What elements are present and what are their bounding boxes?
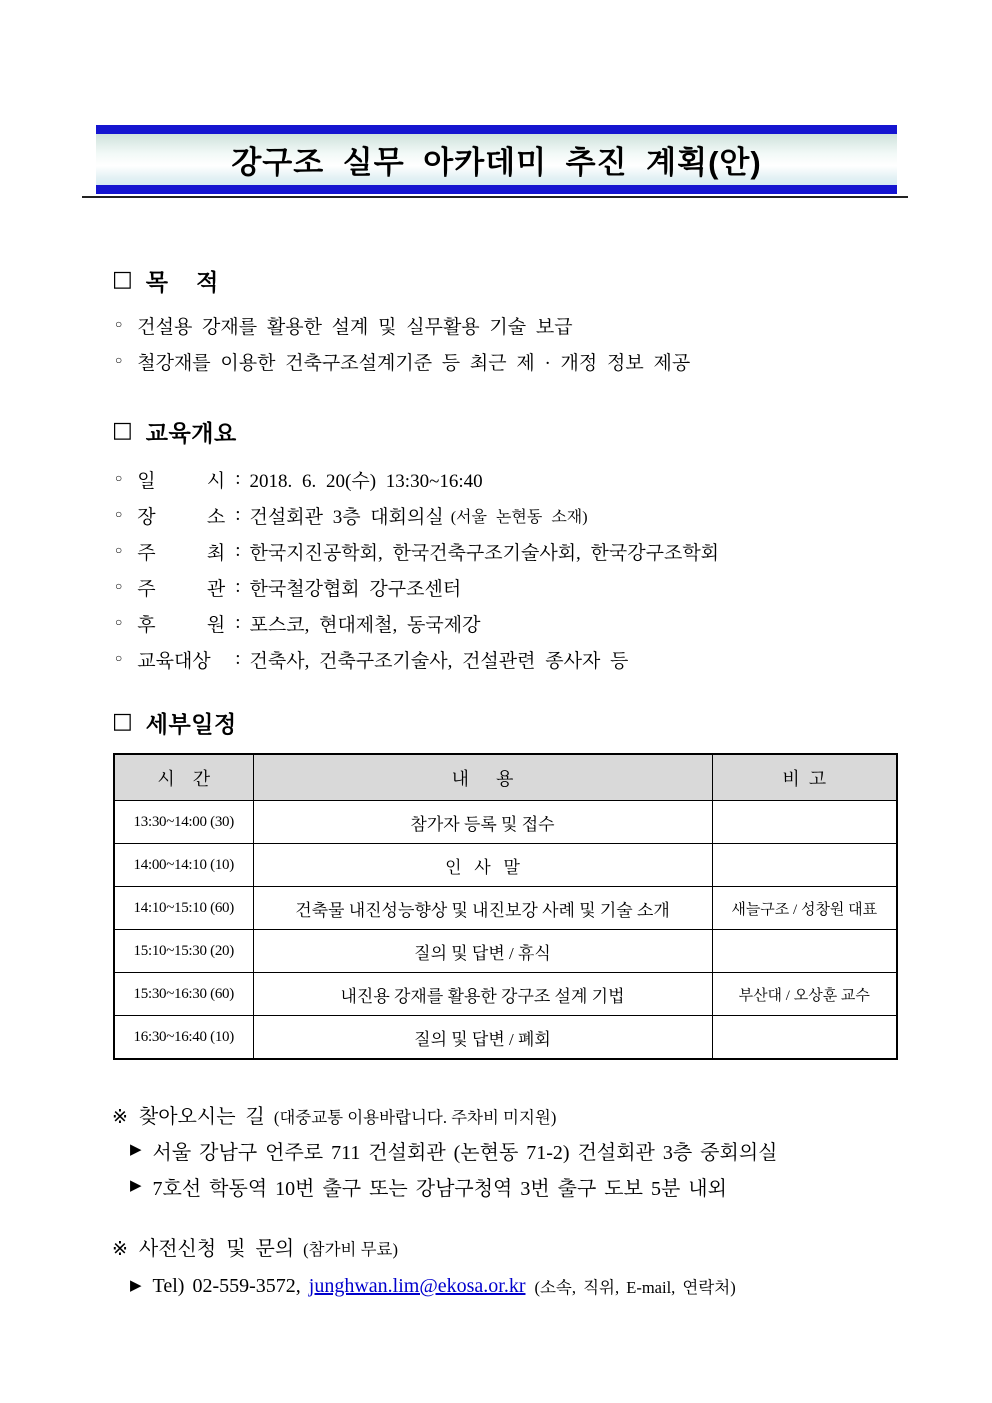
time-cell: 14:00~14:10 (10)	[114, 844, 253, 887]
direction-item-text: 7호선 학동역 10번 출구 또는 강남구청역 3번 출구 도보 5분 내외	[152, 1178, 727, 1200]
overview-item-label: 일 시	[137, 470, 226, 492]
label-colon: :	[235, 648, 241, 669]
remark-cell: 새늘구조 / 성창원 대표	[712, 887, 897, 930]
overview-item-value: 건설회관 3층 대회의실	[249, 506, 444, 528]
overview-item-value: 포스코, 현대제철, 동국제강	[249, 614, 481, 636]
banner-underline	[82, 196, 908, 198]
overview-item	[115, 569, 719, 605]
time-cell: 14:10~15:10 (60)	[114, 887, 253, 930]
square-marker-icon: □	[112, 417, 133, 443]
time-cell: 16:30~16:40 (10)	[114, 1016, 253, 1060]
email-link[interactable]: junghwan.lim@ekosa.or.kr	[308, 1274, 526, 1297]
square-marker-icon: □	[112, 708, 133, 734]
purpose-item	[115, 343, 690, 379]
time-cell: 15:10~15:30 (20)	[114, 930, 253, 973]
contact-line	[130, 1274, 736, 1298]
note-registration-title: 사전신청 및 문의	[138, 1238, 295, 1260]
note-directions-title: 찾아오시는 길	[138, 1106, 265, 1128]
note-directions	[112, 1100, 556, 1129]
banner-top-bar	[96, 125, 897, 134]
label-colon: :	[235, 576, 241, 597]
section-header-schedule	[112, 706, 237, 739]
table-row	[114, 844, 897, 887]
arrow-bullet-icon: ▶	[130, 1178, 142, 1194]
overview-item	[115, 605, 719, 641]
circle-bullet-icon: ○	[115, 506, 123, 521]
content-cell: 내진용 강재를 활용한 강구조 설계 기법	[253, 973, 712, 1016]
direction-item	[130, 1136, 777, 1165]
overview-item-label: 주 관	[137, 578, 226, 600]
section-header-purpose	[112, 264, 219, 297]
tel-text: Tel) 02-559-3572,	[152, 1274, 301, 1297]
section-title-purpose: 목 적	[145, 269, 219, 295]
table-row	[114, 801, 897, 844]
content-cell: 참가자 등록 및 접수	[253, 801, 712, 844]
overview-item	[115, 533, 719, 569]
arrow-bullet-icon: ▶	[130, 1277, 142, 1294]
banner-bottom-bar	[96, 185, 897, 194]
note-registration	[112, 1232, 398, 1261]
purpose-item	[115, 307, 690, 343]
table-row	[114, 887, 897, 930]
schedule-header-row	[114, 754, 897, 801]
table-row	[114, 930, 897, 973]
content-cell: 질의 및 답변 / 휴식	[253, 930, 712, 973]
label-colon: :	[235, 504, 241, 525]
overview-item-value-note: (서울 논현동 소재)	[450, 508, 588, 526]
label-colon: :	[235, 468, 241, 489]
direction-item-text: 서울 강남구 언주로 711 건설회관 (논현동 71-2) 건설회관 3층 중회의실	[152, 1142, 778, 1164]
square-marker-icon: □	[112, 266, 133, 292]
circle-bullet-icon: ○	[115, 614, 123, 629]
overview-item-value: 한국철강협회 강구조센터	[249, 578, 462, 600]
circle-bullet-icon: ○	[115, 316, 123, 331]
content-cell: 인 사 말	[253, 844, 712, 887]
time-cell: 15:30~16:30 (60)	[114, 973, 253, 1016]
header-time: 시 간	[114, 754, 253, 801]
circle-bullet-icon: ○	[115, 542, 123, 557]
overview-item-label: 주 최	[137, 542, 226, 564]
content-cell: 건축물 내진성능향상 및 내진보강 사례 및 기술 소개	[253, 887, 712, 930]
header-remark: 비 고	[712, 754, 897, 801]
purpose-list	[115, 307, 690, 379]
banner-body	[96, 134, 897, 185]
table-row	[114, 973, 897, 1016]
overview-item-value: 한국지진공학회, 한국건축구조기술사회, 한국강구조학회	[249, 542, 720, 564]
note-directions-subtitle: (대중교통 이용바랍니다. 주차비 미지원)	[273, 1108, 557, 1127]
circle-bullet-icon: ○	[115, 352, 123, 367]
overview-item-label: 교육대상	[137, 650, 211, 672]
circle-bullet-icon: ○	[115, 578, 123, 593]
overview-item	[115, 461, 719, 497]
overview-item-label: 후 원	[137, 614, 226, 636]
reference-mark-icon: ※	[112, 1239, 128, 1260]
remark-cell: 부산대 / 오상훈 교수	[712, 973, 897, 1016]
circle-bullet-icon: ○	[115, 650, 123, 665]
table-row	[114, 1016, 897, 1060]
overview-item	[115, 497, 719, 533]
purpose-item-text: 철강재를 이용한 건축구조설계기준 등 최근 제 · 개정 정보 제공	[137, 352, 691, 374]
reference-mark-icon: ※	[112, 1107, 128, 1128]
label-colon: :	[235, 540, 241, 561]
overview-list	[115, 461, 719, 677]
direction-item	[130, 1172, 727, 1201]
arrow-bullet-icon: ▶	[130, 1142, 142, 1158]
overview-item-label: 장 소	[137, 506, 226, 528]
overview-item-value: 건축사, 건축구조기술사, 건설관련 종사자 등	[249, 650, 629, 672]
note-registration-subtitle: (참가비 무료)	[303, 1240, 398, 1259]
remark-cell	[712, 930, 897, 973]
circle-bullet-icon: ○	[115, 470, 123, 485]
header-content: 내 용	[253, 754, 712, 801]
schedule-table	[113, 753, 898, 1060]
content-cell: 질의 및 답변 / 폐회	[253, 1016, 712, 1060]
section-header-overview	[112, 415, 237, 448]
purpose-item-text: 건설용 강재를 활용한 설계 및 실무활용 기술 보급	[137, 316, 573, 338]
title-banner	[96, 125, 897, 194]
contact-note: (소속, 직위, E-mail, 연락처)	[534, 1278, 736, 1297]
page-title: 강구조 실무 아카데미 추진 계획(안)	[231, 145, 762, 180]
overview-item-value: 2018. 6. 20(수) 13:30~16:40	[249, 470, 483, 492]
section-title-overview: 교육개요	[145, 420, 237, 446]
section-title-schedule: 세부일정	[145, 711, 237, 737]
overview-item	[115, 641, 719, 677]
remark-cell	[712, 844, 897, 887]
label-colon: :	[235, 612, 241, 633]
remark-cell	[712, 801, 897, 844]
remark-cell	[712, 1016, 897, 1060]
time-cell: 13:30~14:00 (30)	[114, 801, 253, 844]
